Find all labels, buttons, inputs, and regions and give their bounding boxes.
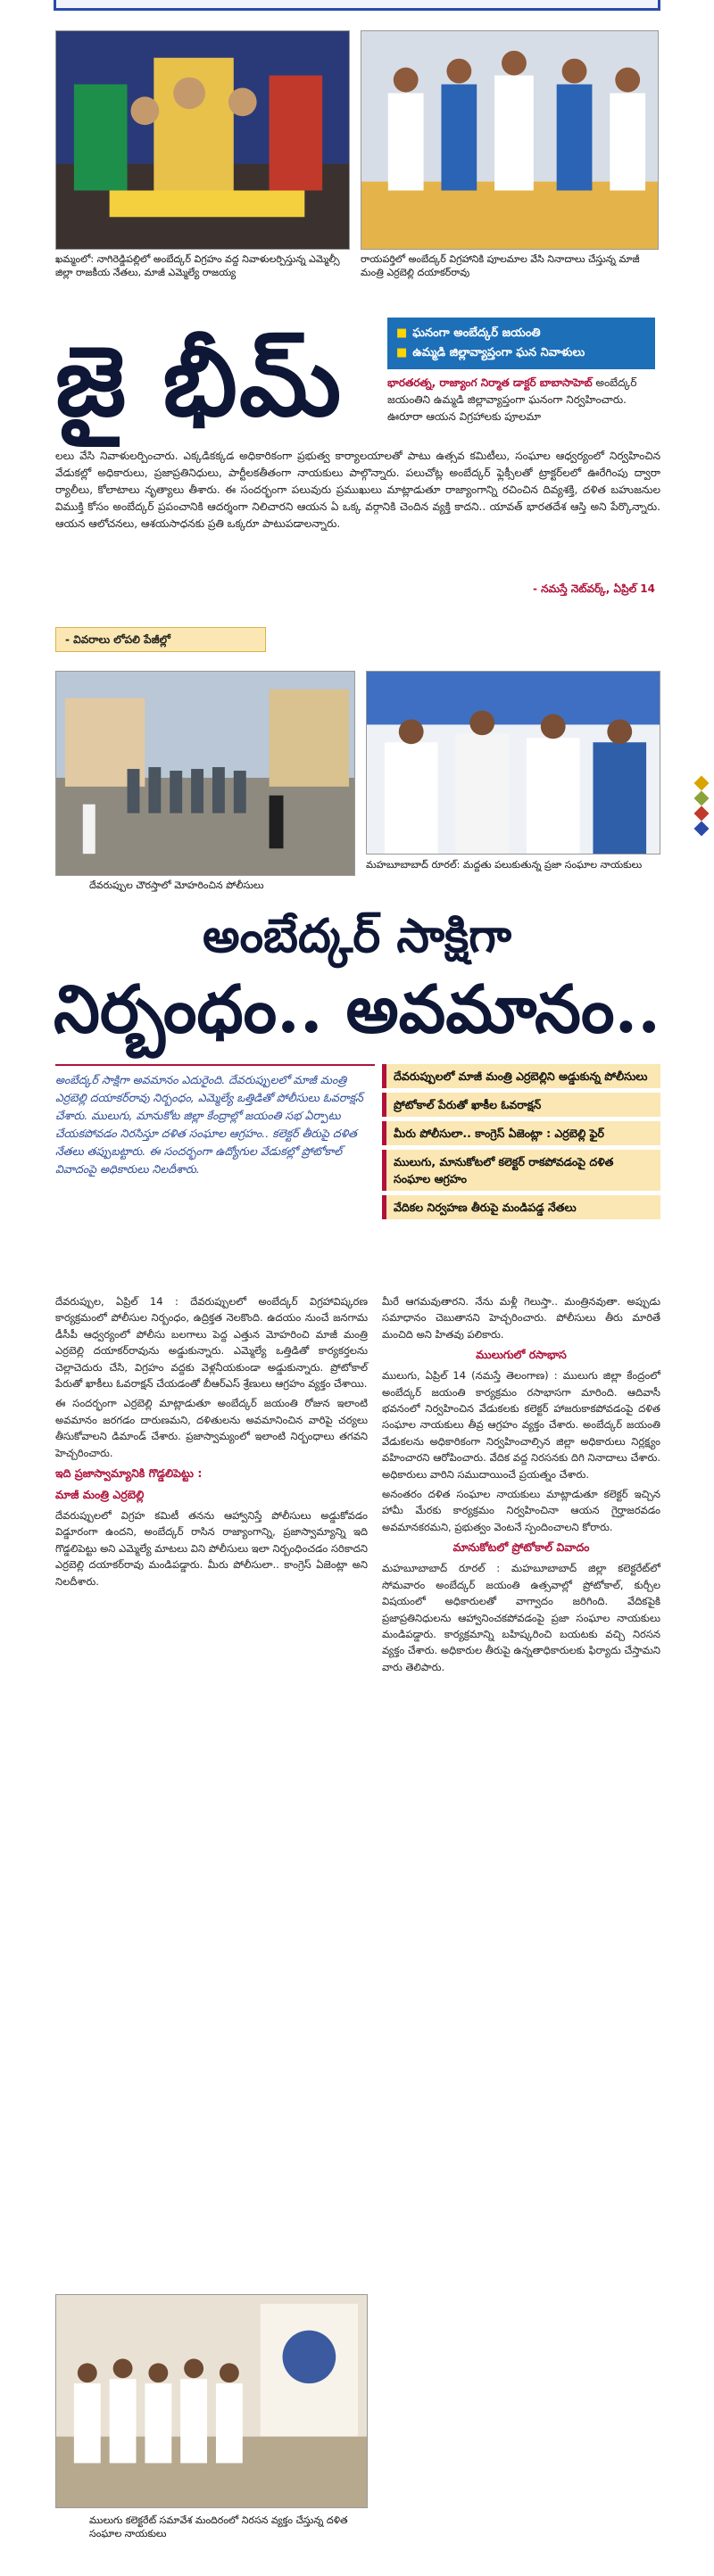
story1-bullet-2: ■ ఉమ్మడి జిల్లావ్యాప్తంగా ఘన నివాళులు [396,346,585,359]
story2-col2-para-4: మహబూబాబాద్ రూరల్ : మహబూబాబాద్ జిల్లా కలెక్టరేట్‌లో సోమవారం అంబేద్కర్ జయంతి ఉత్సవాల్లో ప్రోటోకాల్, కుర్చీల విషయంలో అధికారులతో వాగ్వాదం జరిగింది. వేదికపైకి ప్రజాప్రతినిధులను ఆహ్వానించకపోవడంపై ప్రజా సంఘాల నాయకులు మండిపడ్డారు. కార్యక్రమాన్ని బహిష్కరించి బయటకు వచ్చి నిరసన వ్యక్తం చేశారు. అధికారుల తీరుపై ఉన్నతాధికారులకు ఫిర్యాదు చేస్తామని వారు తెలిపారు. [382,1562,660,1673]
photo-support-leaders [366,671,660,855]
story1-bullet-1: ■ ఘనంగా అంబేద్కర్ జయంతి [396,326,541,340]
story2-intro-text: అంబేద్కర్ సాక్షిగా అవమానం ఎదురైంది. దేవరుప్పులలో మాజీ మంత్రి ఎర్రబెల్లి దయాకర్‌రావు నిర్బంధం, ఎమ్మెల్యే ఒత్తిడితో పోలీసులు ఓవరాక్షన్ చేశారు. ములుగు, మానుకోట జిల్లా కేంద్రాల్లో జయంతి సభ ఏర్పాటు చేయకపోవడం నిరసిస్తూ దళిత సంఘాల ఆగ్రహం.. కలెక్టర్ తీరుపై దళిత నేతలు తప్పుబట్టారు. ఈ సందర్భంగా ఉద్యోగుల వేడుకల్లో ప్రోటోకాల్ వివాదంపై అధికారులు నిలదీశారు. [55,1073,363,1176]
story2-highlight-3: మీరు పోలీసులా.. కాంగ్రెస్ ఏజెంట్లా : ఎర్రబెల్లి ఫైర్ [382,1121,660,1145]
photo-collectorate-protest [55,2294,368,2508]
photo-police-deployment [55,671,355,876]
photo-tribute-rally-caption: ఖమ్మంలో: నాగిరెడ్డిపల్లిలో అంబేద్కర్ విగ్రహం వద్ద నివాళులర్పిస్తున్న ఎమ్మెల్సీ జిల్లా రాజకీయ నేతలు, మాజీ ఎమ్మెల్యే రాజయ్య [55,253,340,278]
story2-kicker: అంబేద్కర్ సాక్షిగా [202,909,512,963]
story2-col1-subhead-2: మాజీ మంత్రి ఎర్రబెల్లి [55,1488,145,1502]
story1-more-tag: - వివరాలు లోపలి పేజీల్లో [55,627,266,652]
story2-col2-para-3: అనంతరం దళిత సంఘాల నాయకులు మాట్లాడుతూ కలెక్టర్ ఇచ్చిన హామీ మేరకు కార్యక్రమం నిర్వహించినా ఆయన గైర్హాజరవడం అవమానకరమని, ప్రభుత్వం వెంటనే స్పందించాలని కోరారు. [382,1488,660,1533]
story2-col1-para-2: ఈ సందర్భంగా ఎర్రబెల్లి మాట్లాడుతూ అంబేద్కర్ జయంతి రోజున ఇలాంటి అవమానం జరగడం దారుణమని, దళితులను అవమానించిన వారిపై చర్యలు తీసుకోవాలని డిమాండ్ చేశారు. ప్రజాస్వామ్యంలో ఇలాంటి నిర్బంధాలు తగవని హెచ్చరించారు. [55,1397,368,1459]
story2-column-right [382,1293,660,1679]
photo-police-deployment-caption: దేవరుప్పుల చౌరస్తాలో మోహరించిన పోలీసులు [89,879,264,891]
photo-statue-garlanding-caption: రాయపర్తిలో అంబేద్కర్ విగ్రహానికి పూలమాల వేసి నినాదాలు చేస్తున్న మాజీ మంత్రి ఎర్రబెల్లి దయాకర్‌రావు [361,253,640,278]
story1-headline: జై భీమ్ [55,326,344,438]
story2-col1-para-1: దేవరుప్పుల, ఏప్రిల్ 14 : దేవరుప్పులలో అంబేద్కర్ విగ్రహావిష్కరణ కార్యక్రమంలో పోలీసుల నిర్బంధం, ఉద్రిక్తత నెలకొంది. ఉదయం నుంచే జనగామ డీసీపీ ఆధ్వర్యంలో పోలీసు బలగాలు పెద్ద ఎత్తున మోహరించి మాజీ మంత్రి ఎర్రబెల్లి దయాకర్‌రావును అడ్డుకున్నారు. ఎమ్మెల్యే ఒత్తిడితో కార్యకర్తలను చెల్లాచెదురు చేసి, విగ్రహం వద్దకు వెళ్లనీయకుండా అడ్డుకున్నారు. ప్రోటోకాల్ పేరుతో ఖాకీలు ఓవరాక్షన్ చేయడంతో బీఆర్‌ఎస్ శ్రేణులు ఆగ్రహం వ్యక్తం చేశాయి. [55,1295,368,1391]
story2-col1-subhead-1: ఇది ప్రజాస్వామ్యానికి గొడ్డలిపెట్టు : [55,1466,203,1481]
photo-statue-garlanding [361,30,659,250]
story2-highlight-2: ప్రోటోకాల్ పేరుతో ఖాకీల ఓవరాక్షన్ [382,1093,660,1117]
story1-lead-strong: భారతరత్న, రాజ్యాంగ నిర్మాత డాక్టర్ బాబాసాహెబ్ [387,376,593,389]
story2-col2-subhead-1: ములుగులో రసాభాస [476,1348,567,1362]
story2-highlight-1: దేవరుప్పులలో మాజీ మంత్రి ఎర్రబెల్లిని అడ్డుకున్న పోలీసులు [382,1064,660,1088]
photo-tribute-rally [55,30,350,250]
story2-intro [55,1064,375,1178]
story2-col2-subhead-2: మానుకోటలో ప్రోటోకాల్ వివాదం [452,1540,590,1555]
photo-support-leaders-caption: మహబూబాబాద్ రూరల్: మద్దతు పలుకుతున్న ప్రజా సంఘాల నాయకులు [366,859,643,871]
story2-col2-para-2: ములుగు, ఏప్రిల్ 14 (నమస్తే తెలంగాణ) : ములుగు జిల్లా కేంద్రంలో అంబేద్కర్ జయంతి కార్యక్రమం రసాభాసగా మారింది. ఆదివాసీ భవనంలో నిర్వహించిన వేడుకలకు కలెక్టర్ హాజరుకాకపోవడంపై దళిత సంఘాల నాయకులు తీవ్ర ఆగ్రహం వ్యక్తం చేశారు. అంబేద్కర్ జయంతి వేడుకలను అధికారికంగా నిర్వహించాల్సిన జిల్లా అధికారులు నిర్లక్ష్యం వహించారని ఆరోపించారు. వేదిక వద్ద నిరసనకు దిగి నినాదాలు చేశారు. అధికారులు వారిని సముదాయించే ప్రయత్నం చేశారు. [382,1369,660,1481]
page-top-rule [54,0,660,11]
side-color-marks [694,778,710,838]
story1-dateline: - నమస్తే నెట్‌వర్క్, ఏప్రిల్ 14 [532,582,655,595]
photo-collectorate-protest-caption: ములుగు కలెక్టరేట్ సమావేశ మందిరంలో నిరసన వ్యక్తం చేస్తున్న దళిత సంఘాల నాయకులు [89,2514,348,2539]
story1-lead-body: లలు వేసి నివాళులర్పించారు. ఎక్కడికక్కడ అధికారికంగా ప్రభుత్వ కార్యాలయాలతో పాటు ఉత్సవ కమిటీలు, సంఘాల ఆధ్వర్యంలో నిర్వహించిన వేడుకల్లో అధికారులు, ప్రజాప్రతినిధులు, పార్టీలకతీతంగా నాయకులు పాల్గొన్నారు. పలుచోట్ల అంబేద్కర్ ఫ్లెక్సీలతో ట్రాక్టర్‌లలో ఊరేగింపు ద్వారా ర్యాలీలు, కోలాటాలు నృత్యాలు తీశారు. ఈ సందర్భంగా పలువురు ప్రముఖులు మాట్లాడుతూ రాజ్యాంగాన్ని రచించిన దివ్యశక్తి, దళిత బహుజనుల విముక్తి కోసం అంబేద్కర్ ప్రపంచానికి ఆదర్శంగా నిలిచారని ఆయన ఏ ఒక్క వర్గానికి చెందిన వ్యక్తి కాదని.. యావత్ భారతదేశ ఆస్తి అని పేర్కొన్నారు. ఆయన ఆలోచనలు, ఆశయసాధనకు ప్రతి ఒక్కరూ పాటుపడాలన్నారు. [55,450,660,530]
story1-bullets [387,318,655,369]
story2-headline: నిర్బంధం.. అవమానం.. [53,971,661,1048]
story2-col2-para-1: మీరే ఆగమవుతారని. నేను మళ్లీ గెలుస్తా.. మంత్రినవుతా. అప్పుడు సమాధానం చెబుతానని హెచ్చరించారు. పోలీసులు తీరు మారితే మంచిది అని హితవు పలికారు. [382,1295,660,1341]
story1-lead-1: అంబేద్కర్ జయంతిని ఉమ్మడి జిల్లావ్యాప్తంగా ఘనంగా నిర్వహించారు. ఊరూరా ఆయన విగ్రహాలకు పూలమా [387,376,637,423]
story2-column-left [55,1293,368,1593]
story2-highlights [382,1064,660,1224]
story2-col1-para-3: దేవరుప్పులలో విగ్రహ కమిటీ తనను ఆహ్వానిస్తే పోలీసులు అడ్డుకోవడం విడ్డూరంగా ఉందని, అంబేద్కర్ రాసిన రాజ్యాంగాన్ని, ప్రజాస్వామ్యాన్ని ఇది గొడ్డలిపెట్టు అని ఎమ్మెల్యే మాటలు విని పోలీసులు ఇలా నిర్బంధించడం సరికాదని ఎర్రబెల్లి దయాకర్‌రావు మండిపడ్డారు. మీరు పోలీసులా.. కాంగ్రెస్ ఏజెంట్లా అని నిలదీశారు. [55,1509,368,1588]
story1-lead-top [387,375,660,425]
story2-highlight-5: వేదికల నిర్వహణ తీరుపై మండిపడ్డ నేతలు [382,1195,660,1219]
story2-highlight-4: ములుగు, మానుకోటలో కలెక్టర్ రాకపోవడంపై దళిత సంఘాల ఆగ్రహం [382,1150,660,1191]
